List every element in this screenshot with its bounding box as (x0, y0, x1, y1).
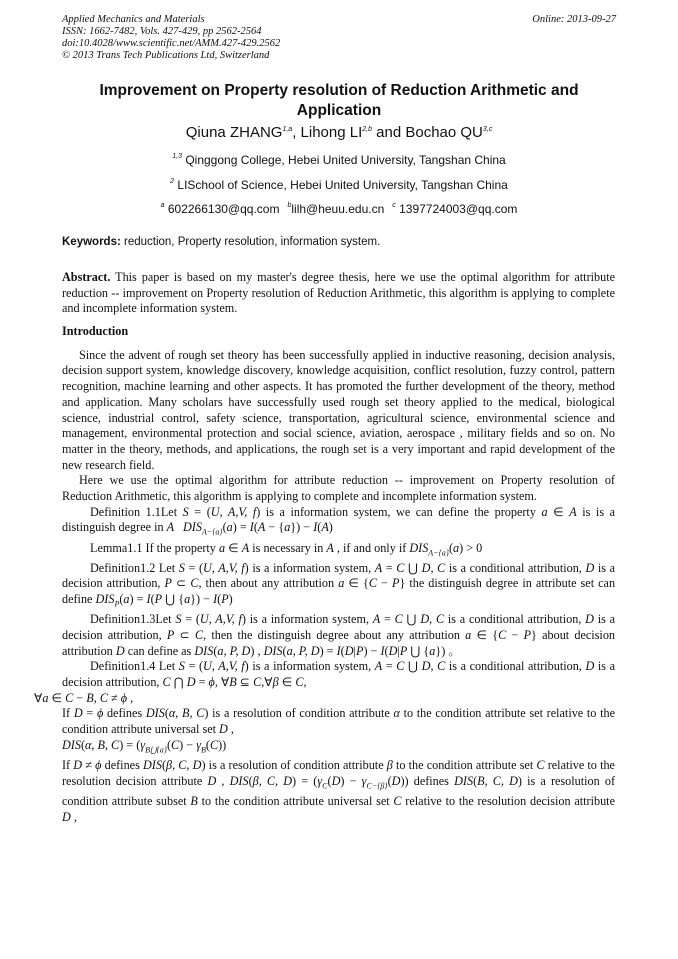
author-3-sup: 3,c (482, 126, 493, 133)
author-3: and Bochao QU (371, 124, 483, 141)
affiliation-2-text: LISchool of Science, Hebei United University, Tangshan China (174, 178, 508, 192)
keywords-label: Keywords: (62, 236, 121, 248)
lemma-1-1: Lemma1.1 If the property a ∈ A is necessary in A , if and only if $DIS_{A-\{a\}}(a) > 0$ (90, 540, 483, 558)
author-2: , Lihong LI (292, 124, 363, 141)
affiliation-2 (62, 178, 616, 192)
author-1-sup: 1,a (282, 126, 293, 133)
paper-title: Improvement on Property resolution of Reduction Arithmetic and Application (99, 82, 579, 119)
email-a[interactable]: 602266130@qq.com (164, 202, 280, 216)
author-1: Qiuna ZHANG (185, 124, 283, 141)
affiliation-2-sup: 2 (170, 178, 175, 185)
intro-paragraph-1: Since the advent of rough set theory has been successfully applied in inductive reasoning, decision analysis, decision support system, knowledge discovery, knowledge acquisition, conflict resolution, fuzzy control, pattern recognition, machine learning and other aspects. It has promoted the further development of the theory, method and application. Many scholars have successfully used rough set theory applied to the medical, biological science, industrial control, safety science, transportation, agricultural science, environmental science and management, environmental protection and social science, aviation, aerospace , military fields and so on. No matter in the theory, methods, and applications, the rough set is a very important and rapid development of the new research field. (62, 347, 615, 472)
intro-paragraph-2: Here we use the optimal algorithm for attribute reduction -- improvement on Property resolution of Reduction Arithmetic, this algorithm is applying to complete and incomplete information system. (62, 473, 615, 504)
definition-1-4: Definition1.4 Let S = (U, A,V, f) is a information system, A = C ⋃ D, C is a conditional attribution, D is a decision attribution, C ⋂ D = ϕ, ∀B ⊆ C,∀β ∈ C, ∀a ∈ C − B, C ≠ ϕ , (34, 659, 616, 705)
resolution-definition-1: If D = ϕ defines DIS(α, B, C) is a resolution of condition attribute α to the condition attribute set relative to the condition attribute universal set D , DIS(α, B, $C) = (\gamma_{B⋃\{a\}}(C) - \gamma_B(C))$ (62, 706, 615, 755)
abstract-text: This paper is based on my master's degree thesis, here we use the optimal algorithm for attribute reduction -- improvement on Property resolution of Reduction Arithmetic, this algorithm is applying to complete and incomplete information system. (62, 270, 615, 316)
journal-issn: ISSN: 1662-7482, Vols. 427-429, pp 2562-2564 (62, 26, 262, 37)
abstract (62, 270, 615, 317)
affiliation-1-sup: 1,3 (172, 153, 182, 160)
definition-1-1: Definition 1.1Let S = (U, A,V, f) is a information system, we can define the property a ∈ A is is a distinguish degree in A $DIS_{A-\{a\}}(a) = I(A - \{a\}) - I(A)$ (62, 504, 616, 537)
journal-header (62, 14, 280, 62)
definition-1-3: Definition1.3Let S = (U, A,V, f) is a information system, A = C ⋃ D, C is a conditional attribution, D is a decision attribution, P ⊂ C, then the distinguish degree about any attribution a ∈ {C − P} about decision attribution D can define as DIS(a, P, D) , DIS(a, P, D) = I(D|P) − I(D|P ⋃ {a}) 。 (62, 612, 616, 658)
resolution-definition-2: If D ≠ ϕ defines DIS(β, C, D) is a resolution of condition attribute β to the condition attribute set C relative to the resolution decision attribute D , DIS(β, C, $D) = (\gamma_C(D) - \gamma_{C-\{\beta\}}(D))$ defines DIS(B, C, D) is a resolution of condition attribute subset B to the condition attribute universal set C relative to the resolution decision attribute D , (62, 758, 616, 824)
introduction (34, 324, 616, 825)
definition-1-2: Definition1.2 Let S = (U, A,V, f) is a information system, A = C ⋃ D, C is a conditional attribution, D is a decision attribution, P ⊂ C, then about any attribution a ∈ {C − P} the distinguish degree in attribute set can define $DIS_P(a) = I(P$ ⋃ {a}) − I(P) (62, 560, 616, 609)
abstract-label: Abstract. (62, 270, 111, 284)
affiliation-1-text: Qinggong College, Hebei United University, Tangshan China (181, 153, 506, 167)
online-date: Online: 2013-09-27 (532, 14, 616, 25)
email-c-sup: c (392, 202, 396, 209)
journal-name: Applied Mechanics and Materials (62, 14, 205, 25)
email-c[interactable]: 1397724003@qq.com (395, 202, 518, 216)
email-b-sup: b (287, 202, 292, 209)
email-a-sup: a (160, 202, 165, 209)
keywords (62, 236, 380, 248)
author-2-sup: 2,b (362, 126, 372, 133)
email-list (62, 202, 616, 216)
author-list (62, 124, 616, 141)
journal-doi: doi:10.4028/www.scientific.net/AMM.427-429.2562 (62, 38, 281, 49)
journal-copyright: © 2013 Trans Tech Publications Ltd, Switzerland (62, 50, 270, 61)
affiliation-1 (62, 153, 616, 167)
section-heading: Introduction (62, 324, 129, 338)
keywords-text: reduction, Property resolution, information system. (120, 236, 381, 248)
email-b[interactable]: lilh@heuu.edu.cn (291, 202, 385, 216)
